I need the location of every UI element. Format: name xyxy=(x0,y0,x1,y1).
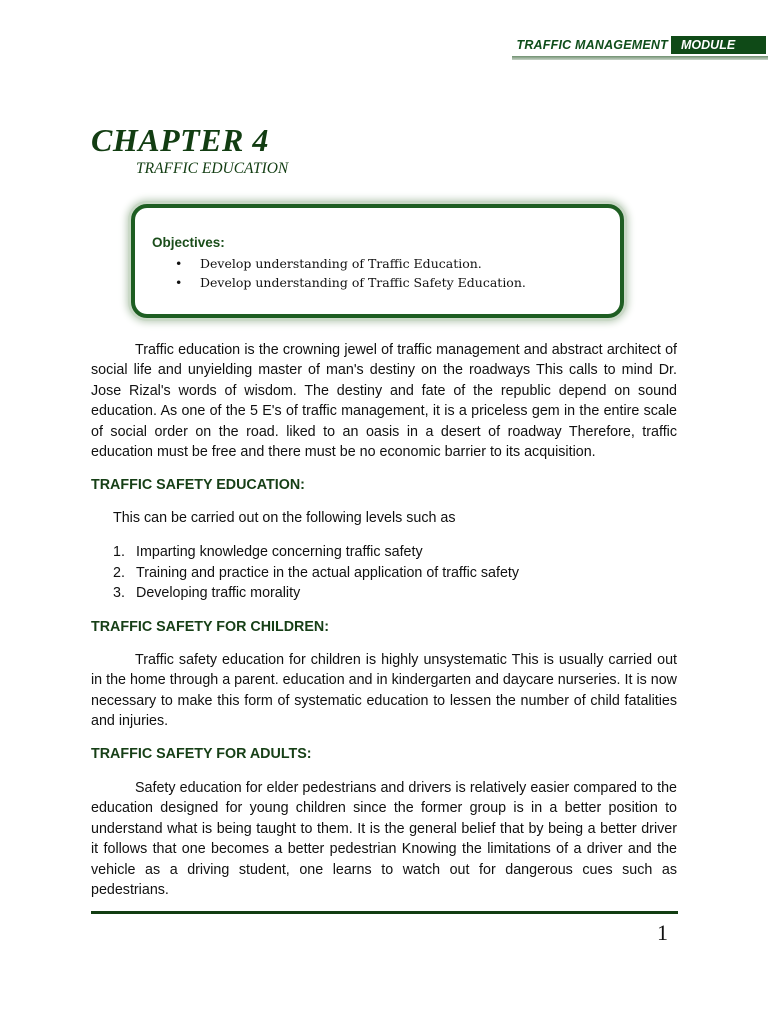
intro-paragraph-text: Traffic education is the crowning jewel of traffic management and abstract architect of social life and unyielding master of man's destiny on the roadways This calls to mind Dr. Jose Rizal's words of wisdom. The destiny and fate of the republic depend on sound education. As one of the 5 E's of traffic management, it is a priceless gem in the entire scale of social order on the road. liked to an oasis in a desert of roadway Therefore, traffic education must be free and there must be no economic barrier to its acquisition. xyxy=(91,342,677,461)
levels-intro: This can be carried out on the following levels such as xyxy=(113,510,456,526)
list-item xyxy=(113,542,519,563)
list-text: Imparting knowledge concerning traffic safety xyxy=(136,544,423,560)
footer-rule xyxy=(91,911,678,914)
children-paragraph xyxy=(91,650,677,732)
objective-item xyxy=(175,254,526,273)
heading-traffic-safety-adults: TRAFFIC SAFETY FOR ADULTS: xyxy=(91,746,312,762)
adults-paragraph-text: Safety education for elder pedestrians and drivers is relatively easier compared to the education designed for young children since the former group is in a better position to understand what is being taught to them. It is the general belief that by being a better driver it follows that one becomes a better pedestrian Knowing the limitations of a driver and the vehicle as a driving student, one learns to watch out for dangerous cues such as pedestrians. xyxy=(91,780,677,899)
objectives-list xyxy=(175,254,526,292)
objective-text: Develop understanding of Traffic Education. xyxy=(200,256,482,271)
chapter-title: CHAPTER 4 xyxy=(91,122,269,158)
page-header xyxy=(0,36,768,58)
adults-paragraph xyxy=(91,778,677,900)
objectives-title: Objectives: xyxy=(152,235,225,250)
list-number: 2. xyxy=(113,564,125,581)
list-item xyxy=(113,563,519,584)
intro-paragraph xyxy=(91,340,677,462)
children-paragraph-text: Traffic safety education for children is highly unsystematic This is usually carried out in the home through a parent. education and in kindergarten and daycare nurseries. It is now necessary to make this form of systematic education to lessen the number of child fatalities and injuries. xyxy=(91,652,677,730)
levels-list xyxy=(113,542,519,604)
header-module-tag: MODULE xyxy=(671,36,766,54)
bullet-icon: • xyxy=(175,256,183,271)
chapter-subtitle: TRAFFIC EDUCATION xyxy=(136,160,289,177)
list-text: Developing traffic morality xyxy=(136,585,301,601)
objective-item xyxy=(175,273,526,292)
list-item xyxy=(113,583,519,604)
header-title: TRAFFIC MANAGEMENT xyxy=(516,38,668,52)
objective-text: Develop understanding of Traffic Safety Education. xyxy=(200,275,526,290)
objectives-box xyxy=(131,204,624,318)
list-number: 1. xyxy=(113,544,125,560)
list-text: Training and practice in the actual application of traffic safety xyxy=(136,564,520,581)
heading-traffic-safety-children: TRAFFIC SAFETY FOR CHILDREN: xyxy=(91,619,330,635)
heading-traffic-safety-education: TRAFFIC SAFETY EDUCATION: xyxy=(91,477,305,493)
header-rule xyxy=(512,56,768,60)
page-number: 1 xyxy=(657,920,668,945)
list-number: 3. xyxy=(113,585,125,601)
bullet-icon: • xyxy=(175,275,183,290)
